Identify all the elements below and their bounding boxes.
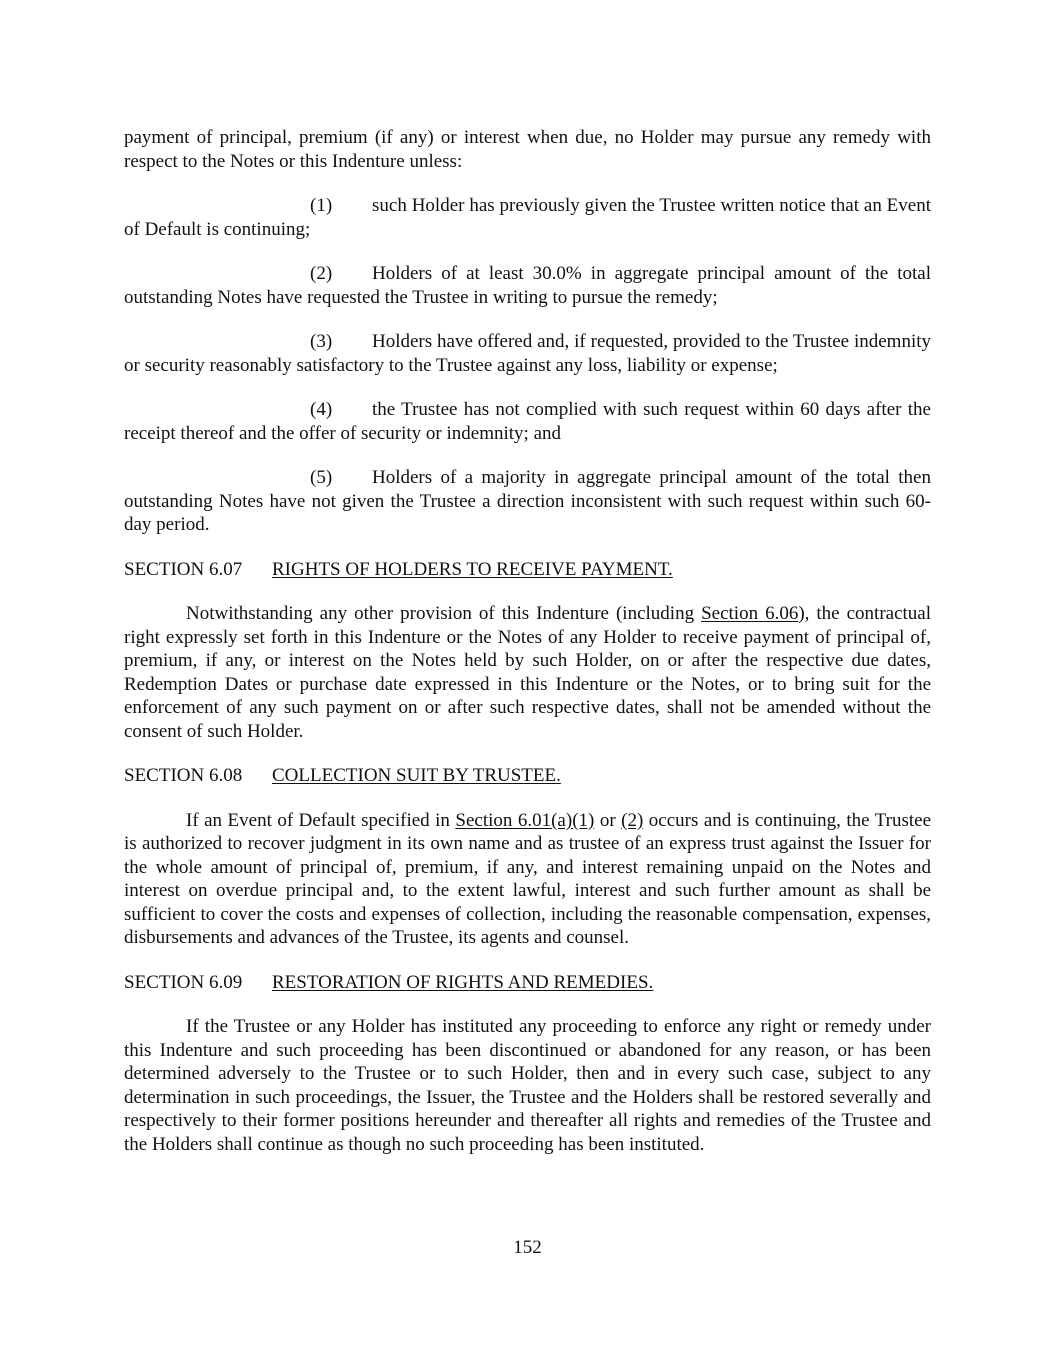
section-heading-6-07: SECTION 6.07 RIGHTS OF HOLDERS TO RECEIVE PAYMENT.	[124, 558, 673, 580]
section-heading-6-09: SECTION 6.09 RESTORATION OF RIGHTS AND REMEDIES.	[124, 971, 654, 993]
list-item: (1) such Holder has previously given the Trustee written notice that an Event of Default is continuing;	[124, 195, 931, 240]
section-title: RIGHTS OF HOLDERS TO RECEIVE PAYMENT.	[272, 558, 673, 580]
section-6-09-paragraph: If the Trustee or any Holder has instituted any proceeding to enforce any right or remedy under this Indenture and such proceeding has been discontinued or abandoned for any reason, or has been determined adversely to the Trustee or to such Holder, then and in every such case, subject to any determination in such proceedings, the Issuer, the Trustee and the Holders shall be restored severally and respectively to their former positions hereunder and thereafter all rights and remedies of the Trustee and the Holders shall continue as though no such proceeding has been instituted.	[124, 1016, 931, 1155]
section-title: COLLECTION SUIT BY TRUSTEE.	[272, 765, 561, 786]
list-item: (3) Holders have offered and, if requested, provided to the Trustee indemnity or security reasonably satisfactory to the Trustee against any loss, liability or expense;	[124, 331, 931, 376]
item-number: (3)	[310, 331, 333, 352]
section-title: RESTORATION OF RIGHTS AND REMEDIES.	[272, 971, 654, 993]
list-item: (4) the Trustee has not complied with such request within 60 days after the receipt thereof and the offer of security or indemnity; and	[124, 399, 931, 444]
cross-reference-link[interactable]: Section 6.01(a)(1)	[455, 809, 595, 831]
list-item: (2) Holders of at least 30.0% in aggregate principal amount of the total outstanding Notes have requested the Trustee in writing to pursue the remedy;	[124, 263, 931, 308]
document-page	[124, 126, 931, 1177]
page-number: 152	[513, 1237, 542, 1258]
cross-reference-link[interactable]: Section 6.06	[701, 603, 799, 624]
item-number: (1)	[310, 195, 333, 216]
section-heading-6-08: SECTION 6.08 COLLECTION SUIT BY TRUSTEE.	[124, 765, 561, 786]
list-item: (5) Holders of a majority in aggregate principal amount of the total then outstanding Notes have not given the Trustee a direction inconsistent with such request within such 60-day period.	[124, 467, 931, 535]
intro-paragraph: payment of principal, premium (if any) or interest when due, no Holder may pursue any remedy with respect to the Notes or this Indenture unless:	[124, 127, 931, 172]
section-6-08-paragraph: If an Event of Default specified in Section 6.01(a)(1) or (2) occurs and is continuing, the Trustee is authorized to recover judgment in its own name and as trustee of an express trust against the Issuer for the whole amount of principal of, premium, if any, and interest remaining unpaid on the Notes and interest on overdue principal and, to the extent lawful, interest and such further amount as shall be sufficient to cover the costs and expenses of collection, including the reasonable compensation, expenses, disbursements and advances of the Trustee, its agents and counsel.	[124, 809, 932, 948]
section-6-07-paragraph: Notwithstanding any other provision of this Indenture (including Section 6.06), the contractual right expressly set forth in this Indenture or the Notes of any Holder to receive payment of principal of, premium, if any, or interest on the Notes held by such Holder, on or after the respective due dates, Redemption Dates or purchase date expressed in this Indenture or the Notes, or to bring suit for the enforcement of any such payment on or after such respective dates, shall not be amended without the consent of such Holder.	[124, 603, 932, 742]
cross-reference-link[interactable]: (2)	[621, 809, 644, 831]
item-number: (2)	[310, 263, 333, 284]
item-number: (5)	[310, 467, 333, 488]
item-number: (4)	[310, 399, 333, 420]
